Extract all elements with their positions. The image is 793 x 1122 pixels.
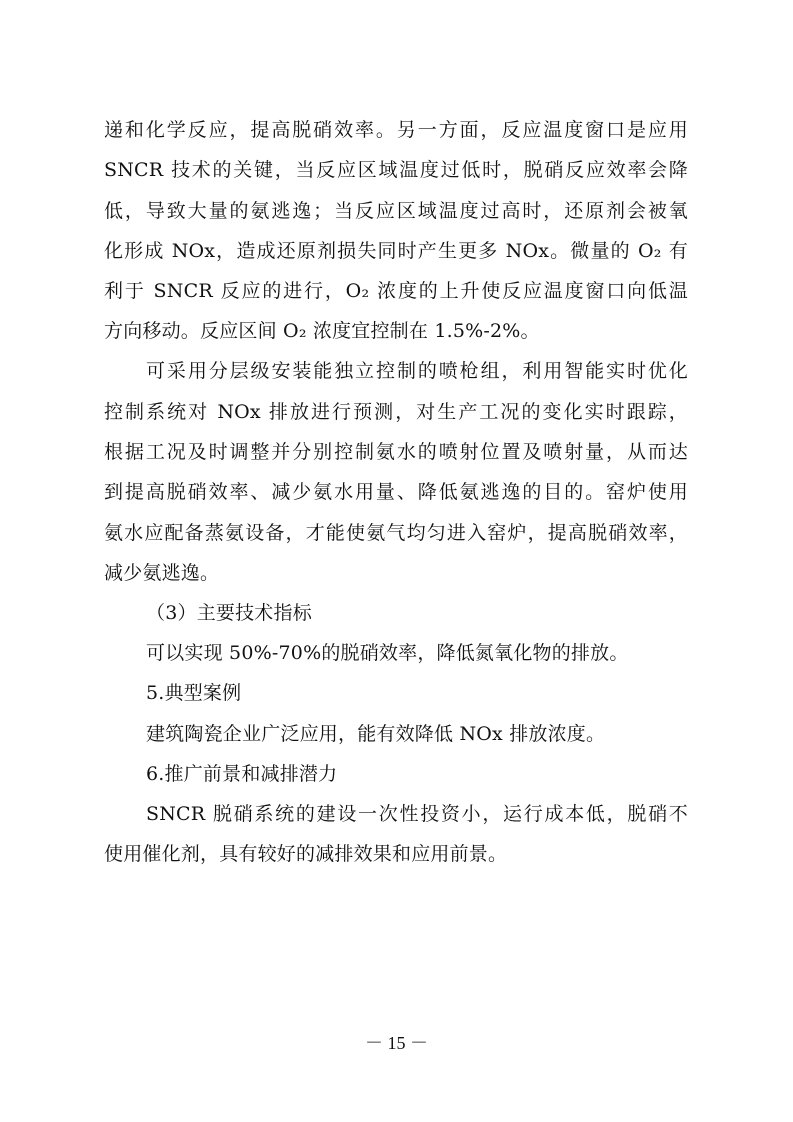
body-text-line-1: 递和化学反应，提高脱硝效率。另一方面，反应温度窗口是应用 xyxy=(104,119,688,141)
body-text-line-14: 可以实现 50%-70%的脱硝效率，降低氮氧化物的排放。 xyxy=(146,642,629,664)
section-heading-technical-indicators: （3）主要技术指标 xyxy=(146,602,312,624)
body-text-line-11: 氨水应配备蒸氨设备，才能使氨气均匀进入窑炉，提高脱硝效率， xyxy=(104,522,688,544)
body-text-line-19: 使用催化剂，具有较好的减排效果和应用前景。 xyxy=(104,843,508,865)
body-text-line-6: 方向移动。反应区间 O₂ 浓度宜控制在 1.5%-2%。 xyxy=(104,320,540,342)
body-text-line-3: 低，导致大量的氨逃逸；当反应区域温度过高时，还原剂会被氧 xyxy=(104,200,688,222)
body-text-line-9: 根据工况及时调整并分别控制氨水的喷射位置及喷射量，从而达 xyxy=(104,441,688,463)
body-text-line-4: 化形成 NOx，造成还原剂损失同时产生更多 NOx。微量的 O₂ 有 xyxy=(104,240,688,262)
body-text-line-2: SNCR 技术的关键，当反应区域温度过低时，脱硝反应效率会降 xyxy=(104,159,688,181)
body-text-line-7: 可采用分层级安装能独立控制的喷枪组，利用智能实时优化 xyxy=(146,360,688,382)
body-text-line-16: 建筑陶瓷企业广泛应用，能有效降低 NOx 排放浓度。 xyxy=(146,723,606,745)
body-text-line-18: SNCR 脱硝系统的建设一次性投资小，运行成本低，脱硝不 xyxy=(146,803,688,825)
body-text-line-10: 到提高脱硝效率、减少氨水用量、降低氨逃逸的目的。窑炉使用 xyxy=(104,481,688,503)
section-heading-typical-cases: 5.典型案例 xyxy=(146,682,242,704)
page-number: － 15 － xyxy=(365,1033,428,1053)
body-text-line-12: 减少氨逃逸。 xyxy=(104,562,220,584)
body-text-line-8: 控制系统对 NOx 排放进行预测，对生产工况的变化实时跟踪， xyxy=(104,401,688,423)
body-text-line-5: 利于 SNCR 反应的进行，O₂ 浓度的上升使反应温度窗口向低温 xyxy=(104,280,688,302)
section-heading-promotion-prospects: 6.推广前景和减排潜力 xyxy=(146,763,338,785)
